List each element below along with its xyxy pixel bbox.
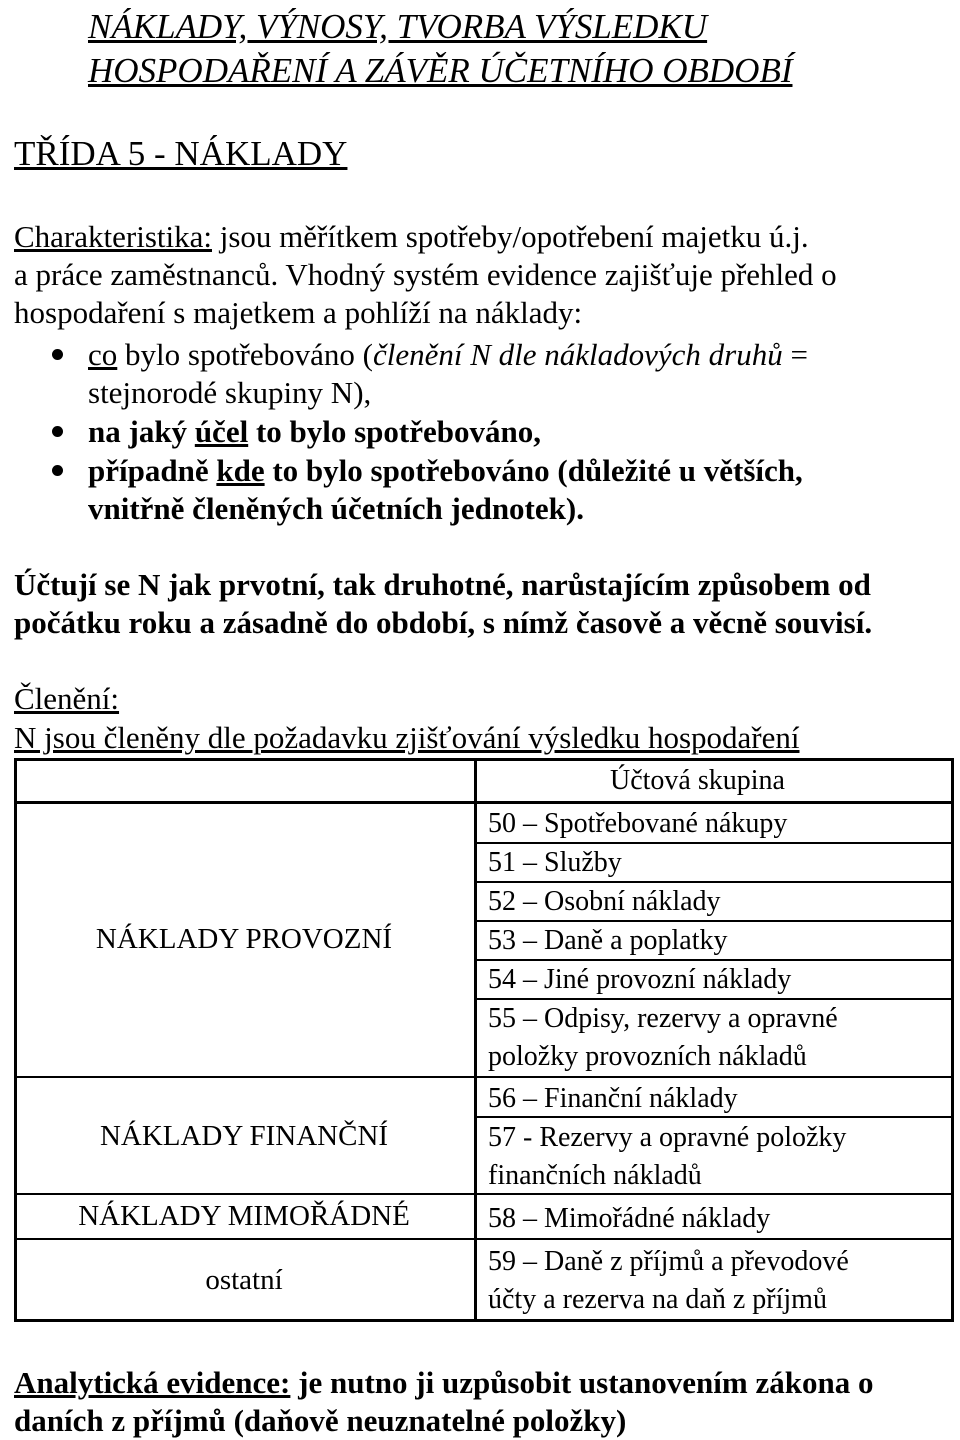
table-column-header: Účtová skupina <box>610 765 785 796</box>
bullet-dot <box>52 426 63 437</box>
page-title-line-1: NÁKLADY, VÝNOSY, TVORBA VÝSLEDKU <box>88 7 708 46</box>
bullet-dot <box>52 465 63 476</box>
breakdown-subheading: N jsou členěny dle požadavku zjišťování výsledku hospodaření <box>14 720 800 755</box>
table-section-divider <box>14 1238 954 1240</box>
bullet-3-prefix: případně <box>88 453 217 488</box>
analytical-line-1 <box>14 1364 873 1402</box>
class-heading: TŘÍDA 5 - NÁKLADY <box>14 134 348 173</box>
analytical-label: Analytická evidence: <box>14 1365 291 1400</box>
analytical-line-2: daních z příjmů (daňově neuznatelné položky) <box>14 1403 627 1438</box>
bullet-3-line-1 <box>88 452 803 490</box>
bullet-1-line-1 <box>88 336 808 374</box>
bullet-2 <box>88 413 541 451</box>
bullet-1-line-2: stejnorodé skupiny N), <box>88 375 372 410</box>
bullet-2-prefix: na jaký <box>88 414 195 449</box>
account-group-59: 59 – Daně z příjmů a převodové <box>488 1246 849 1277</box>
account-group-51: 51 – Služby <box>488 847 622 878</box>
characteristics-line-2: a práce zaměstnanců. Vhodný systém evidence zajišťuje přehled o <box>14 257 837 292</box>
bullet-dot <box>52 349 63 360</box>
category-financni: NÁKLADY FINANČNÍ <box>99 1120 389 1152</box>
bullet-2-text: to bylo spotřebováno, <box>248 414 541 449</box>
account-group-57: 57 - Rezervy a opravné položky <box>488 1122 847 1153</box>
bullet-2-keyword: účel <box>194 414 249 449</box>
account-group-52: 52 – Osobní náklady <box>488 886 721 917</box>
bullet-1-text-b: = <box>782 337 808 372</box>
analytical-text: je nutno ji uzpůsobit ustanovením zákona o <box>290 1365 874 1400</box>
account-group-59-cont: účty a rezerva na daň z příjmů <box>488 1284 827 1315</box>
bullet-1-italic: členění N dle nákladových druhů <box>372 337 783 372</box>
table-header-divider <box>14 801 954 804</box>
account-group-56: 56 – Finanční náklady <box>488 1083 738 1114</box>
table-section-divider <box>14 1076 954 1078</box>
cost-groups-table <box>14 758 954 1322</box>
table-section-divider <box>14 1193 954 1195</box>
account-group-55-cont: položky provozních nákladů <box>488 1041 807 1072</box>
bullet-3-text: to bylo spotřebováno (důležité u větších, <box>264 453 803 488</box>
bullet-1-keyword: co <box>88 337 118 372</box>
account-group-53: 53 – Daně a poplatky <box>488 925 728 956</box>
category-provozni: NÁKLADY PROVOZNÍ <box>95 923 393 955</box>
account-group-55: 55 – Odpisy, rezervy a opravné <box>488 1003 838 1034</box>
accounting-para-line-2: počátku roku a zásadně do období, s nímž časově a věcně souvisí. <box>14 605 873 640</box>
category-ostatni: ostatní <box>205 1264 283 1296</box>
accounting-para-line-1: Účtují se N jak prvotní, tak druhotné, narůstajícím způsobem od <box>14 567 871 602</box>
breakdown-heading: Členění: <box>14 681 120 716</box>
account-group-57-cont: finančních nákladů <box>488 1160 702 1191</box>
page-title-line-2: HOSPODAŘENÍ A ZÁVĚR ÚČETNÍHO OBDOBÍ <box>88 51 793 90</box>
characteristics-line-1 <box>14 218 809 256</box>
account-group-54: 54 – Jiné provozní náklady <box>488 964 792 995</box>
characteristics-label: Charakteristika: <box>14 219 212 254</box>
characteristics-line-3: hospodaření s majetkem a pohlíží na náklady: <box>14 295 583 330</box>
bullet-1-text-a: bylo spotřebováno ( <box>117 337 373 372</box>
bullet-3-keyword: kde <box>216 453 265 488</box>
account-group-50: 50 – Spotřebované nákupy <box>488 808 788 839</box>
characteristics-text: jsou měřítkem spotřeby/opotřebení majetku ú.j. <box>212 219 809 254</box>
bullet-3-line-2: vnitřně členěných účetních jednotek). <box>88 491 584 526</box>
category-mimoradne: NÁKLADY MIMOŘÁDNÉ <box>78 1200 410 1232</box>
account-group-58: 58 – Mimořádné náklady <box>488 1203 771 1234</box>
